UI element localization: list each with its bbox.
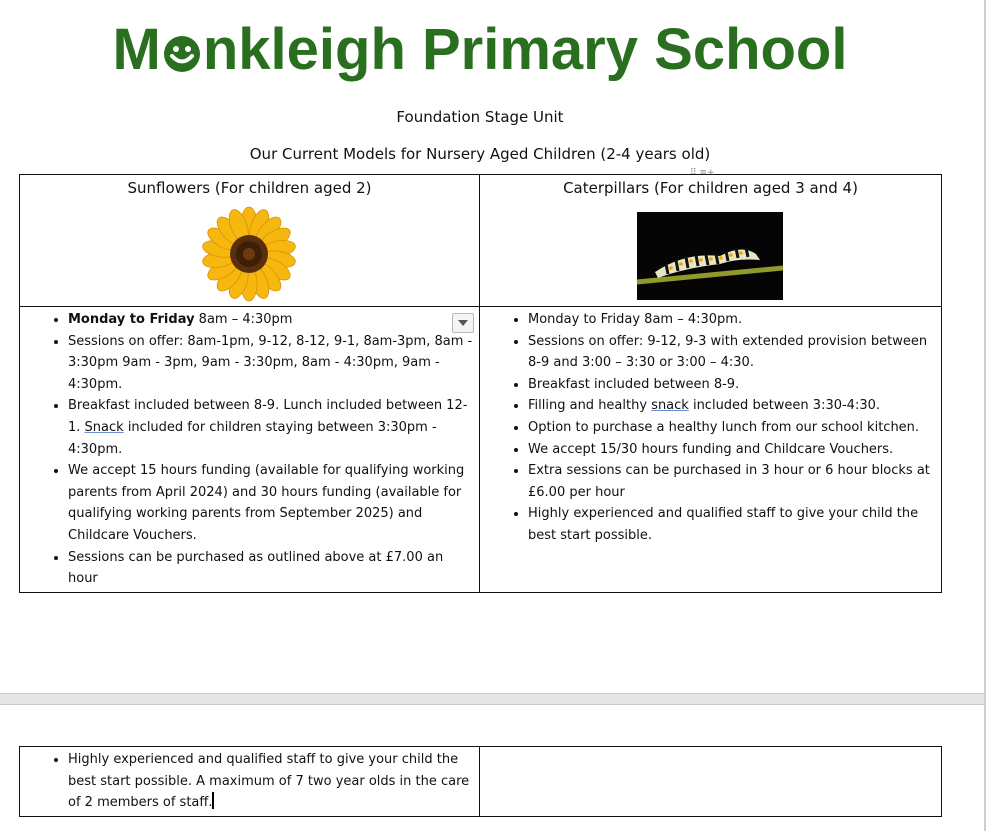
school-title — [0, 14, 960, 90]
snack-hours-text: included for children staying between 3:30pm - 4:30pm. — [68, 419, 437, 457]
title-suffix: nkleigh Primary School — [202, 17, 848, 82]
table-move-handle-icon[interactable]: ⠿ ≡+ — [690, 168, 715, 178]
caterpillars-heading: Caterpillars (For children aged 3 and 4) — [563, 179, 858, 197]
caterpillars-list — [480, 307, 941, 549]
caterpillars-header-cell[interactable] — [480, 175, 942, 307]
list-item: • Breakfast included between 8-9. — [528, 374, 937, 396]
staff-text: Highly experienced and qualified staff to give your child the best start possible. A maximum of 7 two year olds in the care of 2 members of staff. — [68, 752, 470, 811]
document-page-2 — [0, 704, 986, 832]
sunflowers-heading: Sunflowers (For children aged 2) — [127, 179, 372, 197]
list-item: • Sessions on offer: 8am-1pm, 9-12, 8-12, 9-1, 8am-3pm, 8am - 3:30pm 9am - 3pm, 9am - 3:30pm, 8am - 4:30pm, 9am - 4:30pm. — [68, 331, 475, 396]
snack-word: snack — [651, 398, 689, 414]
continued-table — [19, 746, 942, 817]
caterpillars-continued-cell[interactable] — [480, 747, 942, 817]
hours-text: 8am – 4:30pm — [194, 312, 293, 327]
list-item: • Sessions on offer: 9-12, 9-3 with extended provision between 8-9 and 3:00 – 3:30 or 3:00 – 4:30. — [528, 331, 937, 374]
caterpillars-details-cell[interactable] — [480, 307, 942, 593]
sunflowers-continued-cell[interactable] — [20, 747, 480, 817]
sunflowers-details-cell[interactable] — [20, 307, 480, 593]
meals-text: Breakfast included between 8-9. Lunch included between 12-1. — [68, 398, 468, 435]
list-item — [528, 395, 937, 417]
list-item: • Option to purchase a healthy lunch from our school kitchen. — [528, 417, 937, 439]
list-item — [68, 749, 475, 814]
title-prefix: M — [112, 17, 161, 82]
list-item: • We accept 15 hours funding (available for qualifying working parents from April 2024) and 30 hours funding (available for qualifying working parents from September 2025) and Childcare Vouchers. — [68, 460, 475, 546]
list-item: • Highly experienced and qualified staff to give your child the best start possible. — [528, 503, 937, 546]
table-header-row — [20, 175, 942, 307]
list-item: • We accept 15/30 hours funding and Childcare Vouchers. — [528, 439, 937, 461]
snack-hours-text: included between 3:30-4:30. — [688, 398, 881, 414]
list-item — [68, 395, 475, 460]
smiley-face-icon — [162, 18, 202, 90]
list-item: • Sessions can be purchased as outlined above at £7.00 an hour — [68, 547, 475, 590]
sunflowers-continued-list — [20, 747, 479, 816]
list-item: • Monday to Friday 8am – 4:30pm. — [528, 309, 937, 331]
table-row — [20, 747, 942, 817]
chevron-down-icon — [457, 319, 469, 327]
nursery-models-table — [19, 174, 942, 593]
caterpillar-image — [480, 198, 941, 306]
cell-options-dropdown[interactable] — [452, 313, 474, 333]
sunflower-image — [20, 198, 479, 306]
sunflowers-list — [20, 307, 479, 592]
table-details-row — [20, 307, 942, 593]
sunflowers-header-cell[interactable] — [20, 175, 480, 307]
unit-subtitle: Foundation Stage Unit — [396, 108, 564, 126]
snack-word: Snack — [84, 419, 124, 435]
text-cursor — [212, 792, 214, 809]
list-item — [68, 309, 475, 331]
snack-intro-text: Filling and healthy — [528, 398, 652, 414]
list-item: • Extra sessions can be purchased in 3 hour or 6 hour blocks at £6.00 per hour — [528, 460, 937, 503]
models-heading: Our Current Models for Nursery Aged Children (2-4 years old) — [249, 145, 711, 163]
days-bold: Monday to Friday — [68, 312, 195, 327]
